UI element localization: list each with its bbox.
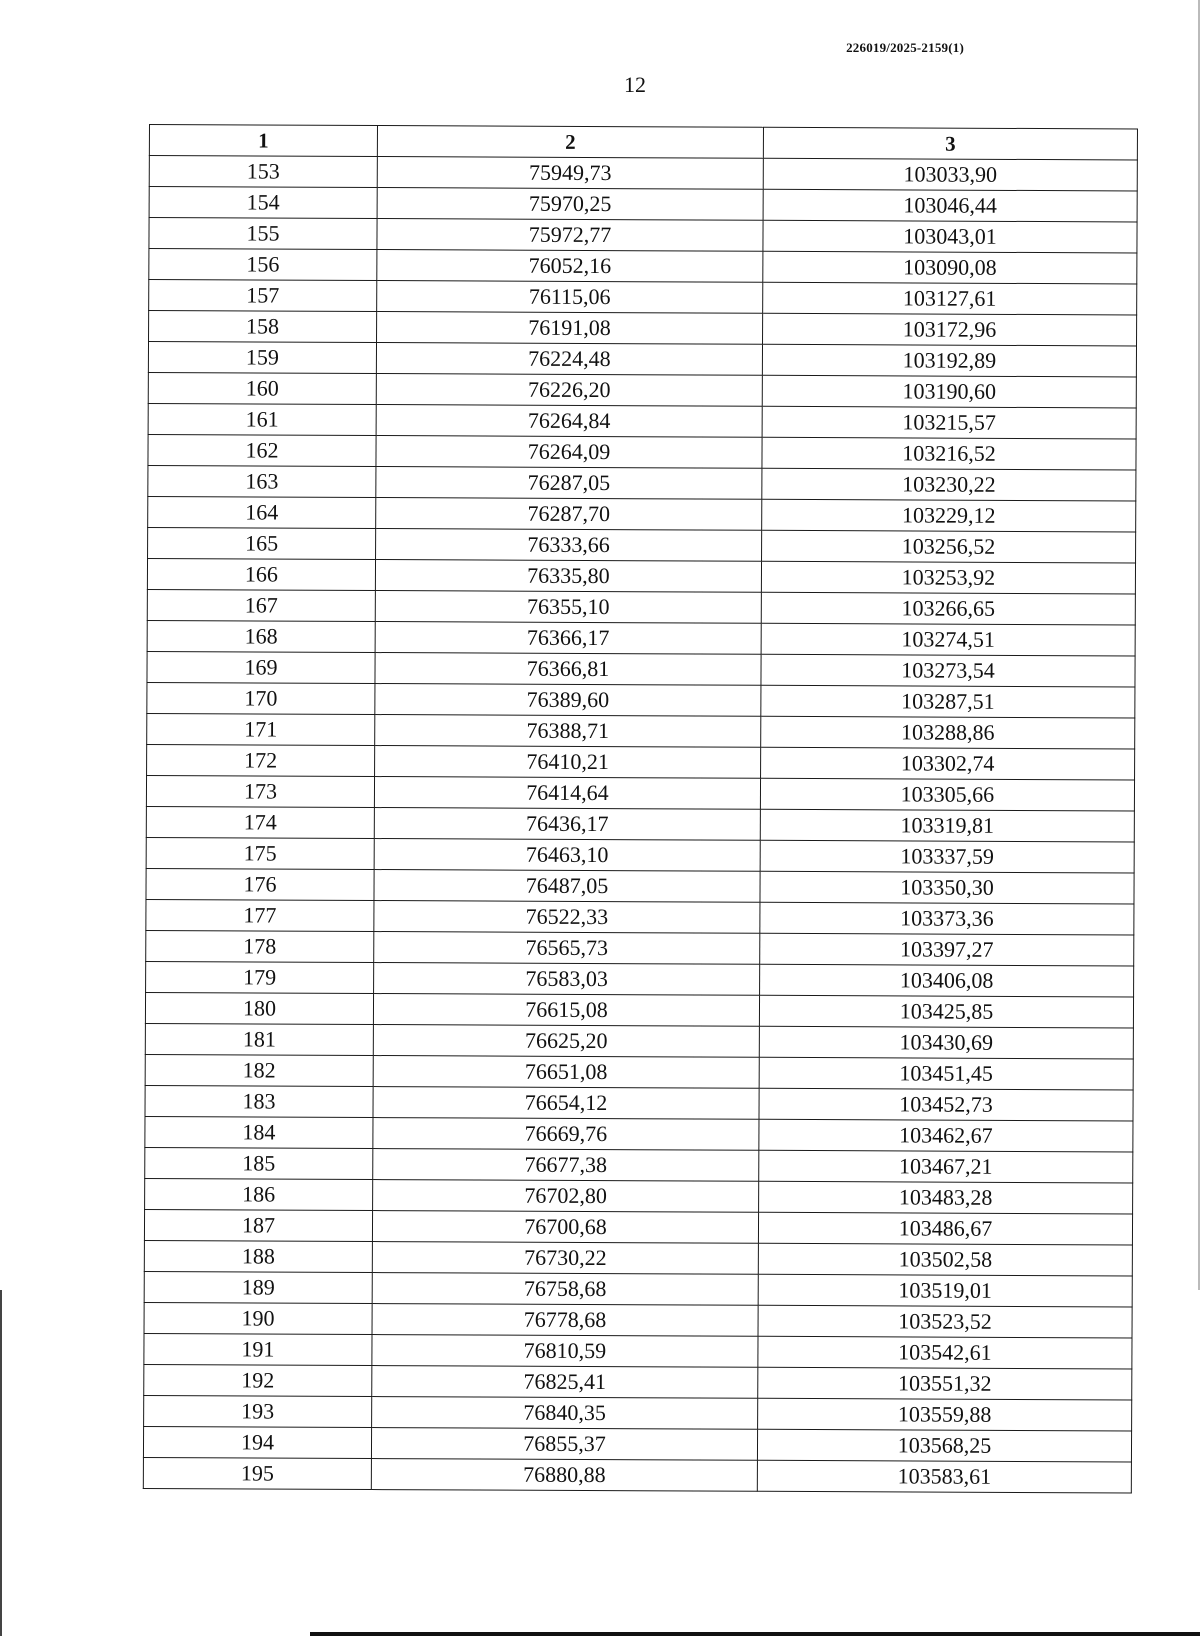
point-number-cell: 171 — [147, 713, 375, 745]
x-coordinate-cell: 76226,20 — [376, 374, 762, 407]
y-coordinate-cell: 103215,57 — [762, 406, 1136, 439]
y-coordinate-cell: 103127,61 — [763, 282, 1137, 315]
y-coordinate-cell: 103302,74 — [761, 747, 1135, 780]
x-coordinate-cell: 76115,06 — [377, 281, 763, 314]
table-row — [144, 1395, 1132, 1430]
table-row — [143, 1426, 1131, 1461]
table-row — [149, 156, 1137, 191]
table-row — [149, 280, 1137, 315]
point-number-cell: 193 — [144, 1395, 372, 1427]
x-coordinate-cell: 76625,20 — [373, 1025, 759, 1058]
point-number-cell: 178 — [146, 930, 374, 962]
point-number-cell: 156 — [149, 249, 377, 281]
y-coordinate-cell: 103406,08 — [760, 964, 1134, 997]
x-coordinate-cell: 76825,41 — [372, 1366, 758, 1399]
y-coordinate-cell: 103559,88 — [758, 1398, 1132, 1431]
table-row — [145, 1178, 1133, 1213]
x-coordinate-cell: 76264,84 — [376, 405, 762, 438]
x-coordinate-cell: 76335,80 — [375, 560, 761, 593]
x-coordinate-cell: 76702,80 — [373, 1180, 759, 1213]
y-coordinate-cell: 103542,61 — [758, 1336, 1132, 1369]
table-row — [145, 1023, 1133, 1058]
table-row — [144, 1302, 1132, 1337]
y-coordinate-cell: 103273,54 — [761, 654, 1135, 687]
x-coordinate-cell: 76565,73 — [374, 932, 760, 965]
point-number-cell: 195 — [143, 1457, 371, 1489]
x-coordinate-cell: 76366,17 — [375, 622, 761, 655]
point-number-cell: 160 — [148, 372, 376, 404]
point-number-cell: 184 — [145, 1116, 373, 1148]
x-coordinate-cell: 76880,88 — [371, 1459, 757, 1492]
y-coordinate-cell: 103287,51 — [761, 685, 1135, 718]
x-coordinate-cell: 76654,12 — [373, 1087, 759, 1120]
point-number-cell: 162 — [148, 434, 376, 466]
x-coordinate-cell: 76414,64 — [374, 777, 760, 810]
y-coordinate-cell: 103568,25 — [757, 1429, 1131, 1462]
y-coordinate-cell: 103256,52 — [762, 530, 1136, 563]
table-row — [143, 1457, 1131, 1492]
x-coordinate-cell: 76224,48 — [376, 343, 762, 376]
y-coordinate-cell: 103305,66 — [760, 778, 1134, 811]
table-row — [146, 868, 1134, 903]
point-number-cell: 180 — [145, 992, 373, 1024]
table-row — [148, 527, 1136, 562]
point-number-cell: 161 — [148, 403, 376, 435]
y-coordinate-cell: 103397,27 — [760, 933, 1134, 966]
x-coordinate-cell: 76191,08 — [377, 312, 763, 345]
x-coordinate-cell: 76366,81 — [375, 653, 761, 686]
point-number-cell: 173 — [146, 775, 374, 807]
point-number-cell: 179 — [146, 961, 374, 993]
table-row — [148, 434, 1136, 469]
y-coordinate-cell: 103486,67 — [758, 1212, 1132, 1245]
x-coordinate-cell: 76389,60 — [375, 684, 761, 717]
y-coordinate-cell: 103425,85 — [759, 995, 1133, 1028]
x-coordinate-cell: 76355,10 — [375, 591, 761, 624]
x-coordinate-cell: 76855,37 — [371, 1428, 757, 1461]
x-coordinate-cell: 76810,59 — [372, 1335, 758, 1368]
y-coordinate-cell: 103551,32 — [758, 1367, 1132, 1400]
point-number-cell: 154 — [149, 187, 377, 219]
table-row — [145, 1054, 1133, 1089]
table-row — [149, 218, 1137, 253]
point-number-cell: 190 — [144, 1302, 372, 1334]
y-coordinate-cell: 103216,52 — [762, 437, 1136, 470]
y-coordinate-cell: 103043,01 — [763, 220, 1137, 253]
x-coordinate-cell: 76333,66 — [376, 529, 762, 562]
table-row — [148, 403, 1136, 438]
y-coordinate-cell: 103190,60 — [762, 375, 1136, 408]
table-row — [145, 1116, 1133, 1151]
x-coordinate-cell: 76052,16 — [377, 250, 763, 283]
table-row — [149, 187, 1137, 222]
point-number-cell: 153 — [149, 156, 377, 188]
point-number-cell: 155 — [149, 218, 377, 250]
table-row — [148, 465, 1136, 500]
y-coordinate-cell: 103523,52 — [758, 1305, 1132, 1338]
x-coordinate-cell: 76388,71 — [375, 715, 761, 748]
y-coordinate-cell: 103519,01 — [758, 1274, 1132, 1307]
point-number-cell: 169 — [147, 651, 375, 683]
table-row — [146, 837, 1134, 872]
table-row — [144, 1271, 1132, 1306]
y-coordinate-cell: 103230,22 — [762, 468, 1136, 501]
x-coordinate-cell: 76287,05 — [376, 467, 762, 500]
table-row — [147, 744, 1135, 779]
y-coordinate-cell: 103172,96 — [763, 313, 1137, 346]
y-coordinate-cell: 103274,51 — [761, 623, 1135, 656]
y-coordinate-cell: 103192,89 — [762, 344, 1136, 377]
point-number-cell: 159 — [148, 342, 376, 374]
point-number-cell: 187 — [144, 1209, 372, 1241]
point-number-cell: 182 — [145, 1054, 373, 1086]
point-number-cell: 189 — [144, 1271, 372, 1303]
y-coordinate-cell: 103266,65 — [761, 592, 1135, 625]
x-coordinate-cell: 76840,35 — [372, 1397, 758, 1430]
y-coordinate-cell: 103451,45 — [759, 1057, 1133, 1090]
point-number-cell: 181 — [145, 1023, 373, 1055]
y-coordinate-cell: 103502,58 — [758, 1243, 1132, 1276]
table-row — [146, 775, 1134, 810]
x-coordinate-cell: 76730,22 — [372, 1242, 758, 1275]
scan-bottom-bar — [310, 1632, 1200, 1636]
x-coordinate-cell: 76522,33 — [374, 901, 760, 934]
y-coordinate-cell: 103229,12 — [762, 499, 1136, 532]
table-row — [149, 249, 1137, 284]
y-coordinate-cell: 103350,30 — [760, 871, 1134, 904]
point-number-cell: 164 — [148, 496, 376, 528]
table-row — [148, 342, 1136, 377]
x-coordinate-cell: 75972,77 — [377, 219, 763, 252]
scan-left-edge — [0, 1290, 2, 1636]
point-number-cell: 157 — [149, 280, 377, 312]
x-coordinate-cell: 76487,05 — [374, 870, 760, 903]
point-number-cell: 158 — [149, 311, 377, 343]
table-row — [147, 620, 1135, 655]
point-number-cell: 188 — [144, 1240, 372, 1272]
table-row — [146, 899, 1134, 934]
x-coordinate-cell: 75970,25 — [377, 188, 763, 221]
x-coordinate-cell: 76778,68 — [372, 1304, 758, 1337]
y-coordinate-cell: 103462,67 — [759, 1119, 1133, 1152]
y-coordinate-cell: 103046,44 — [763, 189, 1137, 222]
y-coordinate-cell: 103467,21 — [759, 1150, 1133, 1183]
y-coordinate-cell: 103337,59 — [760, 840, 1134, 873]
column-header-2: 2 — [377, 126, 763, 159]
point-number-cell: 165 — [148, 527, 376, 559]
x-coordinate-cell: 76287,70 — [376, 498, 762, 531]
x-coordinate-cell: 76436,17 — [374, 808, 760, 841]
point-number-cell: 186 — [145, 1178, 373, 1210]
coordinates-table — [143, 124, 1138, 1493]
table-row — [149, 311, 1137, 346]
table-row — [147, 558, 1135, 593]
x-coordinate-cell: 76758,68 — [372, 1273, 758, 1306]
table-body — [143, 156, 1137, 1493]
x-coordinate-cell: 75949,73 — [377, 157, 763, 190]
table-header-row — [149, 125, 1137, 160]
point-number-cell: 167 — [147, 589, 375, 621]
table-row — [146, 961, 1134, 996]
table-row — [147, 651, 1135, 686]
y-coordinate-cell: 103253,92 — [761, 561, 1135, 594]
table-row — [146, 930, 1134, 965]
x-coordinate-cell: 76583,03 — [374, 963, 760, 996]
point-number-cell: 191 — [144, 1333, 372, 1365]
y-coordinate-cell: 103033,90 — [763, 158, 1137, 191]
table-row — [147, 713, 1135, 748]
x-coordinate-cell: 76410,21 — [375, 746, 761, 779]
point-number-cell: 175 — [146, 837, 374, 869]
table-row — [146, 806, 1134, 841]
table-row — [148, 372, 1136, 407]
table-row — [144, 1364, 1132, 1399]
point-number-cell: 183 — [145, 1085, 373, 1117]
x-coordinate-cell: 76264,09 — [376, 436, 762, 469]
x-coordinate-cell: 76669,76 — [373, 1118, 759, 1151]
page-number: 12 — [624, 72, 646, 97]
table-row — [144, 1333, 1132, 1368]
y-coordinate-cell: 103452,73 — [759, 1088, 1133, 1121]
table-row — [148, 496, 1136, 531]
document-registration-number: 226019/2025-2159(1) — [846, 40, 964, 55]
column-header-3: 3 — [763, 127, 1137, 160]
y-coordinate-cell: 103373,36 — [760, 902, 1134, 935]
table-row — [144, 1240, 1132, 1275]
x-coordinate-cell: 76651,08 — [373, 1056, 759, 1089]
table-row — [145, 1085, 1133, 1120]
x-coordinate-cell: 76463,10 — [374, 839, 760, 872]
table-row — [144, 1209, 1132, 1244]
point-number-cell: 185 — [145, 1147, 373, 1179]
point-number-cell: 194 — [143, 1426, 371, 1458]
x-coordinate-cell: 76677,38 — [373, 1149, 759, 1182]
table-row — [145, 1147, 1133, 1182]
x-coordinate-cell: 76700,68 — [372, 1211, 758, 1244]
point-number-cell: 163 — [148, 465, 376, 497]
table-row — [147, 589, 1135, 624]
point-number-cell: 176 — [146, 868, 374, 900]
column-header-1: 1 — [149, 125, 377, 157]
y-coordinate-cell: 103483,28 — [759, 1181, 1133, 1214]
point-number-cell: 177 — [146, 899, 374, 931]
table-row — [145, 992, 1133, 1027]
y-coordinate-cell: 103319,81 — [760, 809, 1134, 842]
table-row — [147, 682, 1135, 717]
y-coordinate-cell: 103583,61 — [757, 1460, 1131, 1493]
point-number-cell: 192 — [144, 1364, 372, 1396]
point-number-cell: 168 — [147, 620, 375, 652]
point-number-cell: 170 — [147, 682, 375, 714]
y-coordinate-cell: 103430,69 — [759, 1026, 1133, 1059]
y-coordinate-cell: 103288,86 — [761, 716, 1135, 749]
y-coordinate-cell: 103090,08 — [763, 251, 1137, 284]
point-number-cell: 166 — [147, 558, 375, 590]
x-coordinate-cell: 76615,08 — [373, 994, 759, 1027]
point-number-cell: 174 — [146, 806, 374, 838]
point-number-cell: 172 — [147, 744, 375, 776]
